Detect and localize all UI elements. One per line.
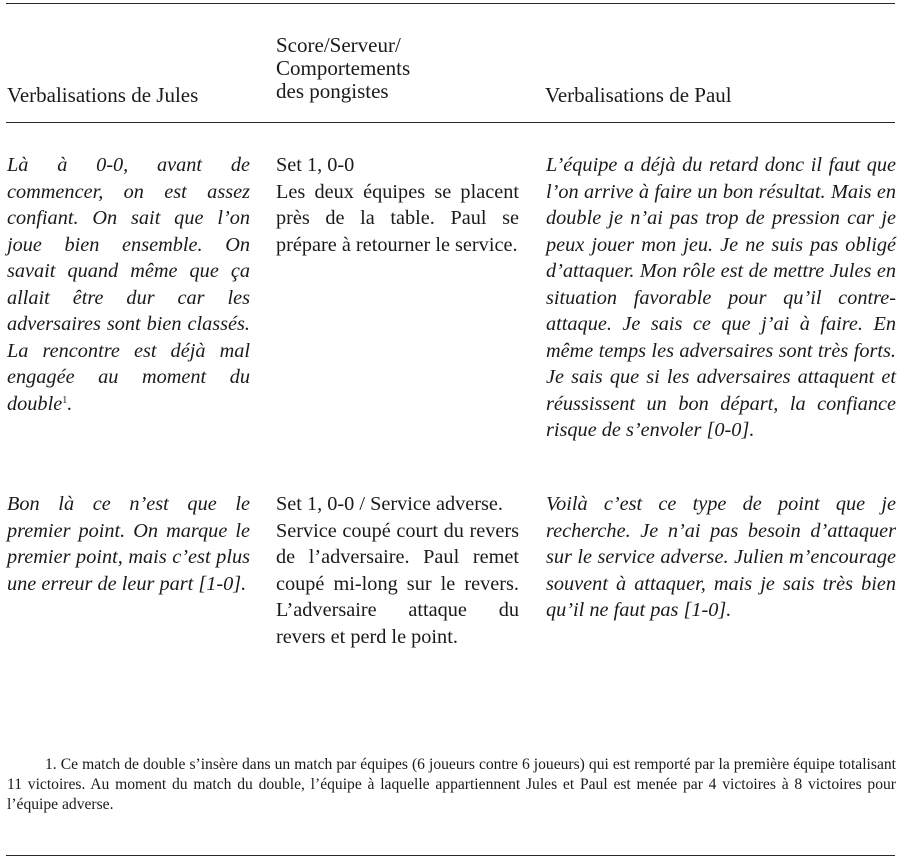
jules-verbalisation	[7, 152, 250, 417]
score-title: Set 1, 0-0	[276, 154, 355, 176]
header-score-line-3: des pongistes	[276, 79, 389, 103]
paul-verbalisation: Voilà c’est ce type de point que je recherche. Je n’ai pas besoin d’attaquer sur le service adverse. Julien m’encourage souvent à attaquer, mais je sais très bien qu’il ne faut pas [1-0].	[546, 493, 896, 621]
header-score	[276, 34, 536, 103]
header-paul: Verbalisations de Paul	[545, 83, 732, 107]
jules-text-tail: .	[67, 392, 73, 415]
jules-verbalisation: Bon là ce n’est que le premier point. On marque le premier point, mais c’est plus une erreur de leur part [1-0].	[7, 493, 250, 595]
header-score-line-1: Score/Serveur/	[276, 33, 401, 57]
header-score-line-2: Comportements	[276, 56, 411, 80]
table-top-rule	[6, 3, 895, 4]
footnote-marker: 1	[62, 394, 68, 406]
header-bottom-rule	[6, 122, 895, 123]
header-jules: Verbalisations de Jules	[7, 83, 199, 107]
jules-text: Là à 0-0, avant de commencer, on est assez confiant. On sait que l’on joue bien ensemble. On savait quand même que ça allait être dur car les adversaires sont bien classés. La rencontre est déjà mal engagée au moment du double	[7, 154, 250, 415]
score-title: Set 1, 0-0 / Service adverse.	[276, 493, 503, 515]
score-description: Service coupé court du revers de l’adversaire. Paul remet coupé mi-long sur le revers. L’adversaire attaque du revers et perd le point.	[276, 519, 519, 648]
footnote: 1. Ce match de double s’insère dans un match par équipes (6 joueurs contre 6 joueurs) qui est remporté par la première équipe totalisant 11 victoires. Au moment du match du double, l’équipe à laquelle appartiennent Jules et Paul est menée par 4 victoires à 8 victoires pour l’équipe adverse.	[7, 756, 896, 813]
score-behaviour	[276, 491, 519, 650]
score-description: Les deux équipes se placent près de la table. Paul se prépare à retourner le service.	[276, 180, 519, 256]
table-bottom-rule	[6, 855, 895, 856]
score-behaviour	[276, 152, 519, 258]
paul-verbalisation: L’équipe a déjà du retard donc il faut que l’on arrive à faire un bon résultat. Mais en double je n’ai pas trop de pression car je peux jouer mon jeu. Je ne suis pas obligé d’attaquer. Mon rôle est de mettre Jules en situation favorable pour qu’il contre-attaque. Je sais ce que j’ai à faire. En même temps les adversaires sont très forts. Je sais que si les adversaires attaquent et réussissent un bon départ, la confiance risque de s’envoler [0-0].	[546, 154, 896, 441]
